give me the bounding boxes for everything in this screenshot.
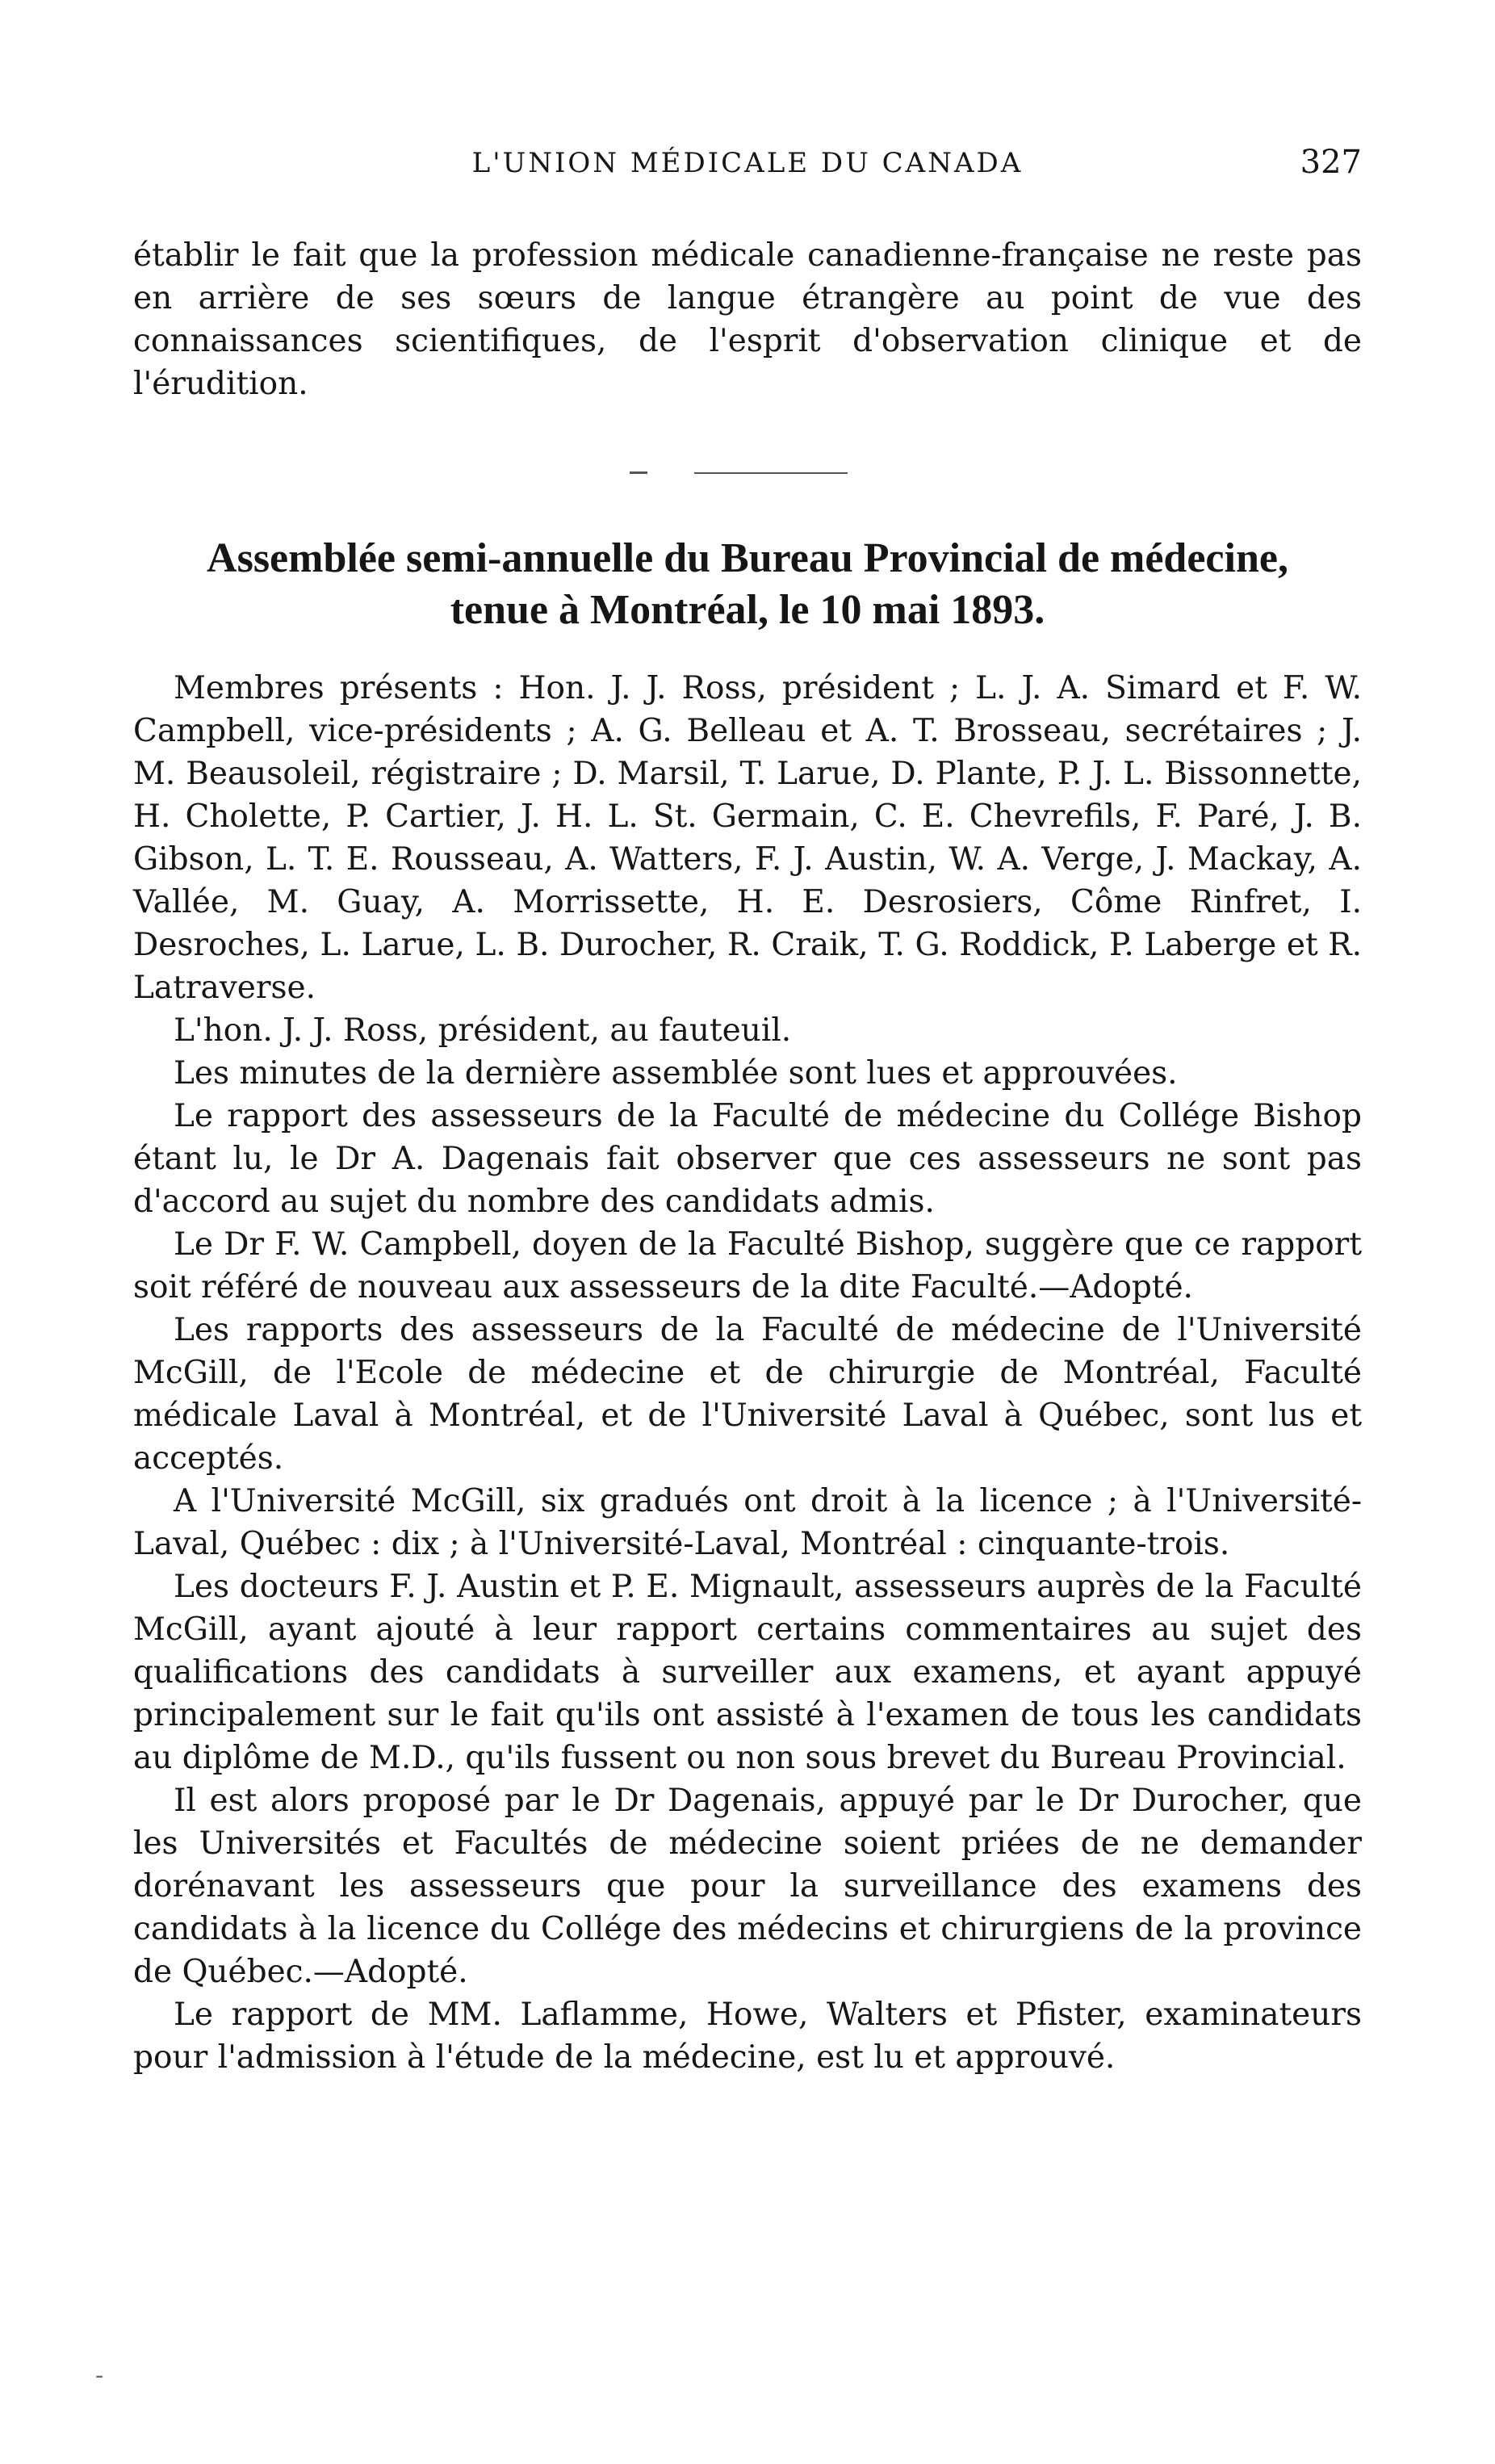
article-body: [133, 667, 1362, 2079]
paragraph-chair: L'hon. J. J. Ross, président, au fauteuil.: [174, 1012, 792, 1049]
paragraph-examiners-report: Le rapport de MM. Laflamme, Howe, Walters et Pfister, examinateurs pour l'admission à l'étude de la médecine, est lu et approuvé.: [133, 1997, 1362, 2076]
paragraph-dagenais-motion: Il est alors proposé par le Dr Dagenais, appuyé par le Dr Durocher, que les Universités et Facultés de médecine soient priées de ne demander dorénavant les assesseurs que pour la surveillance des examens des candidats à la licence du Collége des médecins et chirurgiens de la province de Québec.—Adopté.: [133, 1783, 1362, 1990]
article-title: [133, 533, 1362, 636]
paragraph-assessor-reports: Les rapports des assesseurs de la Faculté de médecine de l'Université McGill, de l'Ecole de médecine et de chirurgie de Montréal, Faculté médicale Laval à Montréal, et de l'Université Laval à Québec, sont lus et acceptés.: [133, 1312, 1362, 1477]
intro-paragraph: établir le fait que la profession médicale canadienne-française ne reste pas en arrière de ses sœurs de langue étrangère au point de vue des connaissances scientifiques, de l'esprit d'observation clinique et de l'érudition.: [133, 237, 1362, 402]
paragraph-members-present: Membres présents : Hon. J. J. Ross, président ; L. J. A. Simard et F. W. Campbell, vice-présidents ; A. G. Belleau et A. T. Brosseau, secrétaires ; J. M. Beausoleil, régistraire ; D. Marsil, T. Larue, D. Plante, P. J. L. Bissonnette, H. Cholette, P. Cartier, J. H. L. St. Germain, C. E. Chevrefils, F. Paré, J. B. Gibson, L. T. E. Rousseau, A. Watters, F. J. Austin, W. A. Verge, J. Mackay, A. Vallée, M. Guay, A. Morrissette, H. E. Desrosiers, Côme Rinfret, I. Desroches, L. Larue, L. B. Durocher, R. Craik, T. G. Roddick, P. Laberge et R. Latraverse.: [133, 670, 1362, 1006]
footer-mark: -: [95, 2361, 104, 2390]
paragraph-minutes: Les minutes de la dernière assemblée sont lues et approuvées.: [174, 1055, 1178, 1092]
intro-section: [133, 234, 1362, 405]
paragraph-mcgill-assessors: Les docteurs F. J. Austin et P. E. Mignault, assesseurs auprès de la Faculté McGill, ayant ajouté à leur rapport certains commentaires au sujet des qualifications des candidats à surveiller aux examens, et ayant appuyé principalement sur le fait qu'ils ont assisté à l'examen de tous les candidats au diplôme de M.D., qu'ils fussent ou non sous brevet du Bureau Provincial.: [133, 1569, 1362, 1776]
paragraph-graduate-counts: A l'Université McGill, six gradués ont droit à la licence ; à l'Université-Laval, Québec : dix ; à l'Université-Laval, Montréal : cinquante-trois.: [133, 1483, 1362, 1562]
paragraph-campbell-suggestion: Le Dr F. W. Campbell, doyen de la Faculté Bishop, suggère que ce rapport soit référé de nouveau aux assesseurs de la dite Faculté.—Adopté.: [133, 1226, 1362, 1305]
article-title-line-2: tenue à Montréal, le 10 mai 1893.: [450, 587, 1045, 633]
article-title-line-1: Assemblée semi-annuelle du Bureau Provincial de médecine,: [207, 535, 1288, 581]
running-head: [133, 144, 1362, 195]
page-number: 327: [1300, 144, 1362, 181]
journal-title: L'UNION MÉDICALE DU CANADA: [471, 147, 1024, 179]
section-separator: [694, 472, 848, 474]
separator-tick: [630, 471, 647, 474]
paragraph-bishop-report: Le rapport des assesseurs de la Faculté de médecine du Collége Bishop étant lu, le Dr A. Dagenais fait observer que ces assesseurs ne sont pas d'accord au sujet du nombre des candidats admis.: [133, 1098, 1362, 1220]
